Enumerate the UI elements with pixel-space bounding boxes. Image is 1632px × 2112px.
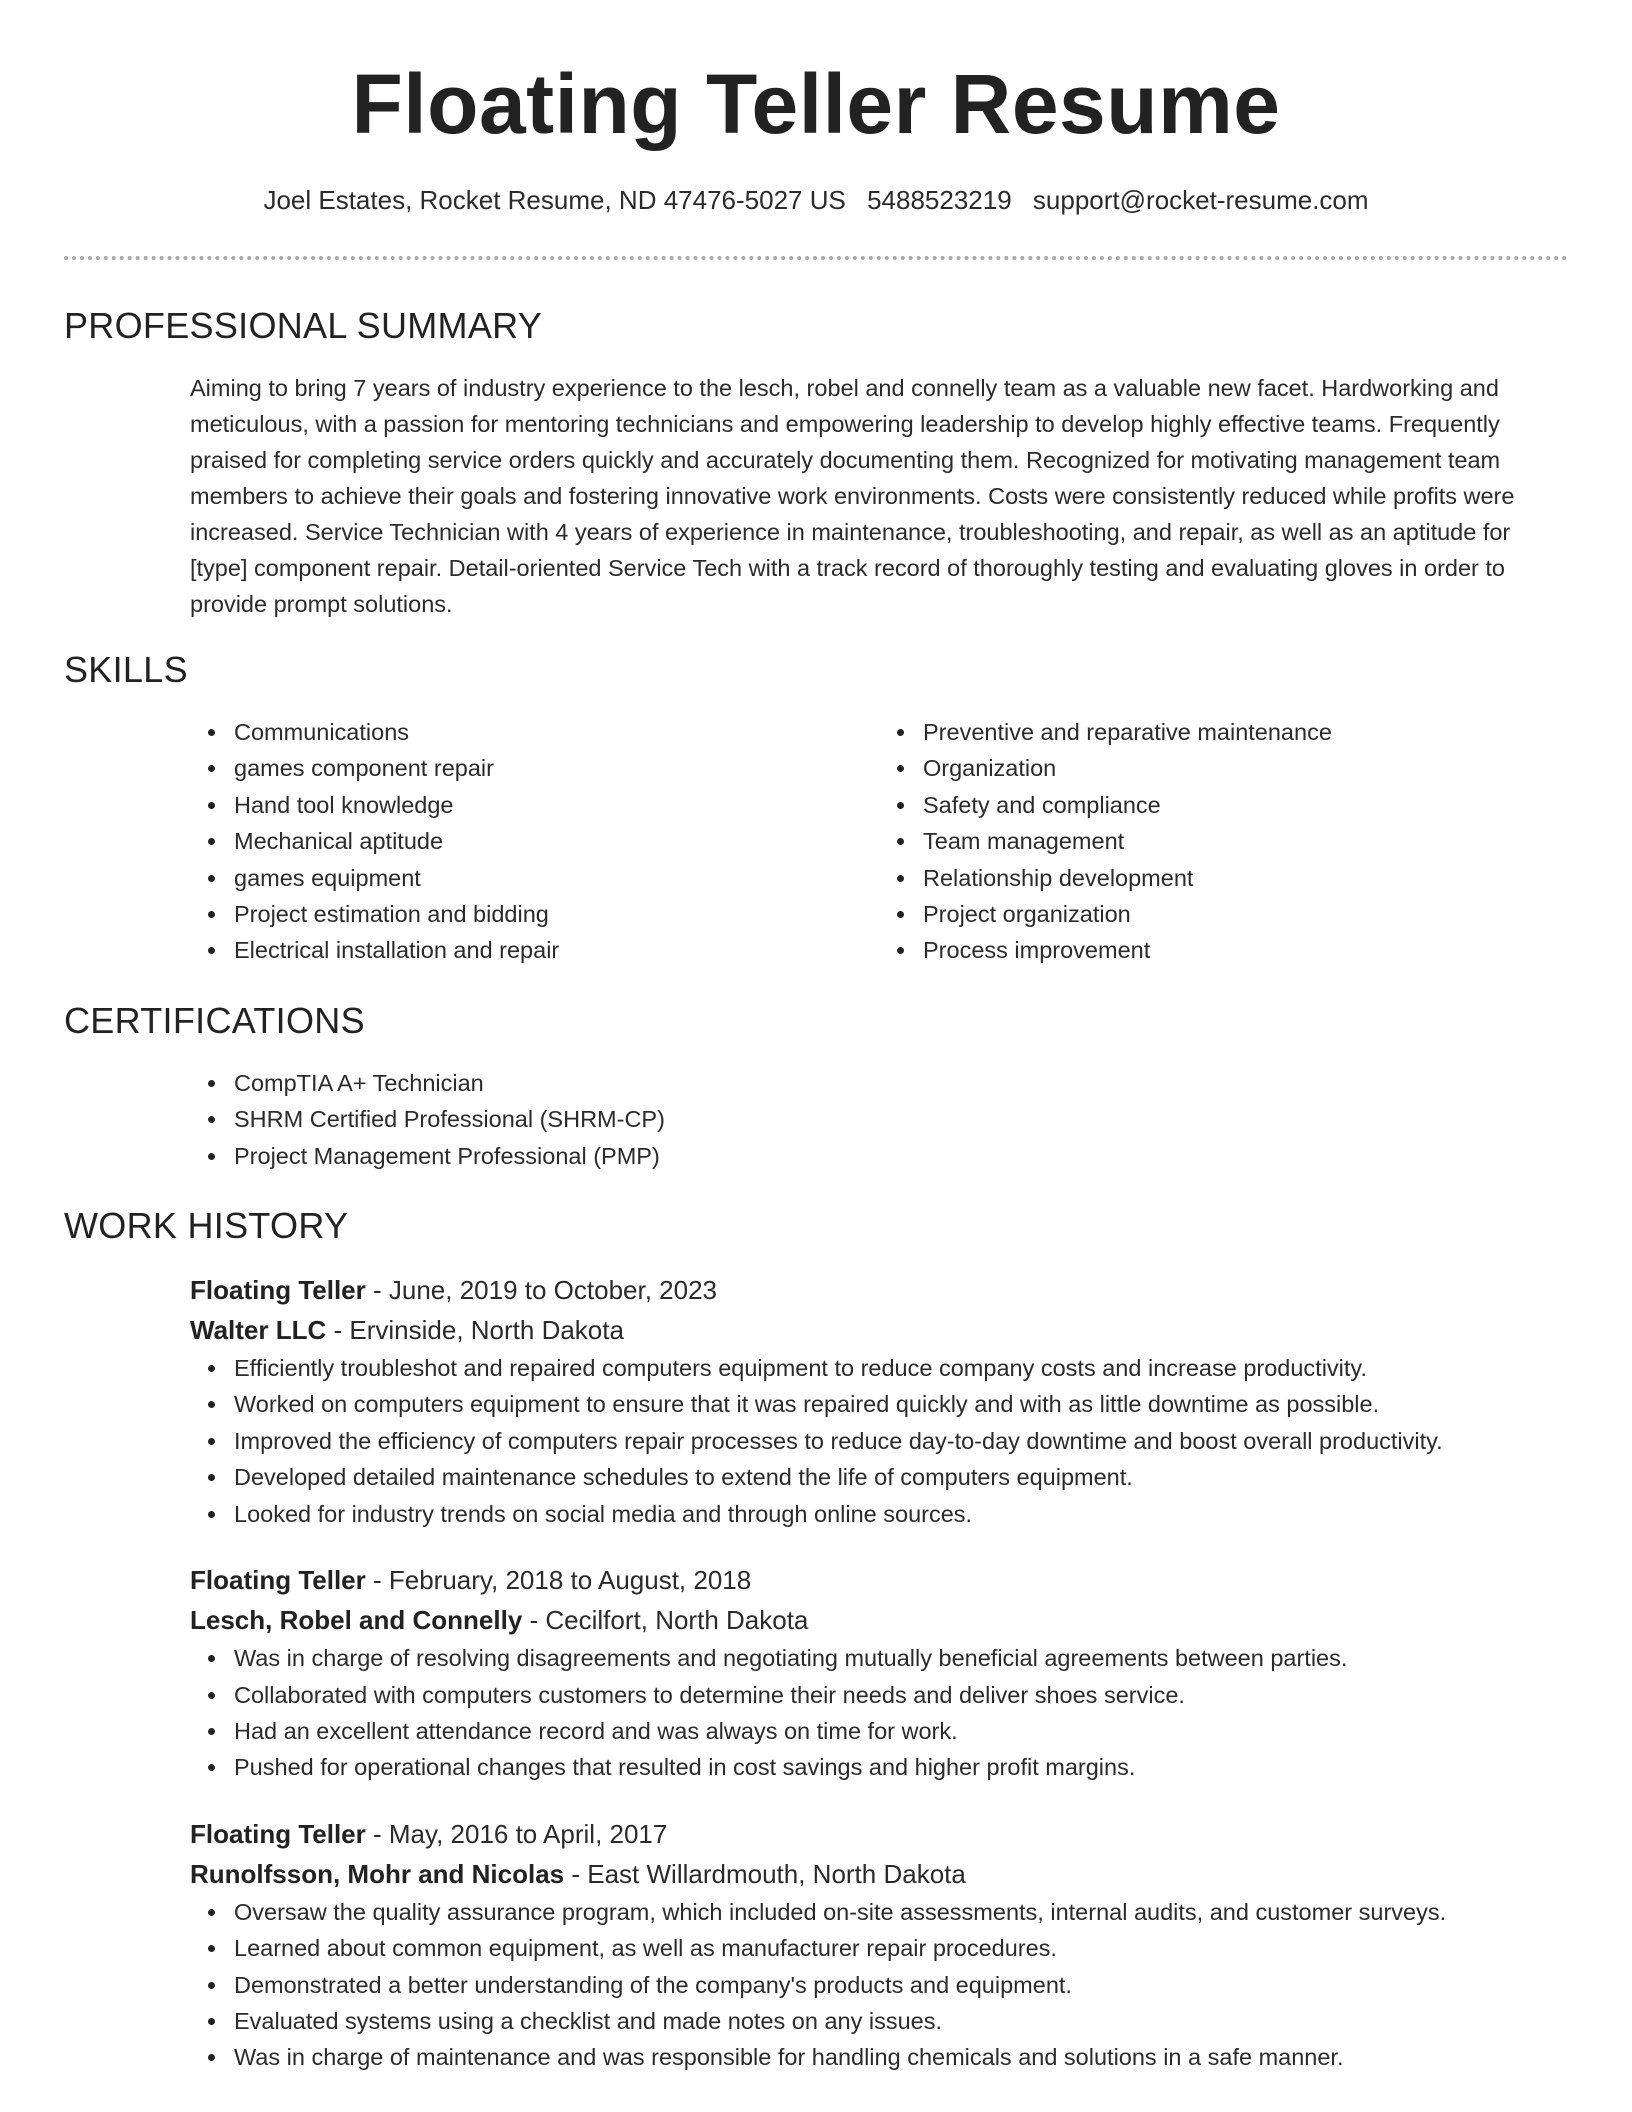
certifications-section [64, 999, 1568, 1174]
certifications-list [190, 1065, 1568, 1174]
certifications-body [190, 1065, 1568, 1174]
job-title-line [190, 1270, 1568, 1310]
certifications-heading: CERTIFICATIONS [64, 999, 365, 1041]
skill-item: Project organization [923, 896, 1568, 932]
header-divider [64, 256, 1568, 260]
job-entry [190, 1560, 1568, 1786]
summary-section [64, 304, 1568, 622]
skill-item: Electrical installation and repair [234, 932, 879, 968]
skills-heading: SKILLS [64, 649, 188, 690]
job-bullet: Worked on computers equipment to ensure that it was repaired quickly and with as little downtime as possible. [234, 1386, 1568, 1422]
skill-item: Team management [923, 823, 1568, 859]
skill-item: games component repair [234, 750, 879, 786]
job-bullet: Collaborated with computers customers to determine their needs and deliver shoes service. [234, 1677, 1568, 1713]
job-bullet: Looked for industry trends on social media and through online sources. [234, 1496, 1568, 1532]
job-dates: - February, 2018 to August, 2018 [373, 1565, 752, 1596]
job-bullet: Developed detailed maintenance schedules to extend the life of computers equipment. [234, 1459, 1568, 1495]
skill-item: Hand tool knowledge [234, 787, 879, 823]
certification-item: SHRM Certified Professional (SHRM-CP) [234, 1101, 1568, 1137]
job-bullets [190, 1350, 1568, 1532]
job-dates: - June, 2019 to October, 2023 [373, 1275, 718, 1306]
certification-item: Project Management Professional (PMP) [234, 1138, 1568, 1174]
job-title: Floating Teller [190, 1275, 366, 1306]
job-bullet: Was in charge of resolving disagreements and negotiating mutually beneficial agreements between parties. [234, 1640, 1568, 1676]
job-company: Lesch, Robel and Connelly [190, 1605, 523, 1636]
contact-email: support@rocket-resume.com [1032, 185, 1369, 215]
skill-item: Preventive and reparative maintenance [923, 714, 1568, 750]
job-bullet: Pushed for operational changes that resulted in cost savings and higher profit margins. [234, 1749, 1568, 1785]
contact-address: Joel Estates, Rocket Resume, ND 47476-5027 US [263, 185, 846, 215]
certification-item: CompTIA A+ Technician [234, 1065, 1568, 1101]
job-location: - East Willardmouth, North Dakota [571, 1858, 966, 1889]
job-bullets [190, 1640, 1568, 1786]
job-title-line [190, 1814, 1568, 1854]
job-bullet: Efficiently troubleshot and repaired computers equipment to reduce company costs and increase productivity. [234, 1350, 1568, 1386]
job-company: Walter LLC [190, 1315, 327, 1346]
job-company: Runolfsson, Mohr and Nicolas [190, 1858, 565, 1889]
contact-line [64, 184, 1568, 216]
job-company-line [190, 1854, 1568, 1894]
job-bullet: Demonstrated a better understanding of the company's products and equipment. [234, 1967, 1568, 2003]
job-dates: - May, 2016 to April, 2017 [373, 1818, 668, 1849]
summary-heading: PROFESSIONAL SUMMARY [64, 305, 543, 346]
job-title: Floating Teller [190, 1818, 366, 1849]
summary-text: Aiming to bring 7 years of industry experience to the lesch, robel and connelly team as a valuable new facet. Hardworking and meticulous, with a passion for mentoring technicians and empowering leadership to develop highly effective teams. Frequently praised for completing service orders quickly and accurately documenting them. Recognized for motivating management team members to achieve their goals and fostering innovative work environments. Costs were consistently reduced while profits were increased. Service Technician with 4 years of experience in maintenance, troubleshooting, and repair, as well as an aptitude for [type] component repair. Detail-oriented Service Tech with a track record of thoroughly testing and evaluating gloves in order to provide prompt solutions. [190, 375, 1515, 617]
skill-item: Relationship development [923, 860, 1568, 896]
job-entry [190, 1270, 1568, 1532]
job-location: - Ervinside, North Dakota [333, 1315, 624, 1346]
page-title: Floating Teller Resume [351, 57, 1281, 151]
job-bullet: Learned about common equipment, as well as manufacturer repair procedures. [234, 1930, 1568, 1966]
job-bullet: Was in charge of maintenance and was responsible for handling chemicals and solutions in a safe manner. [234, 2039, 1568, 2075]
skill-item: Mechanical aptitude [234, 823, 879, 859]
job-bullet: Oversaw the quality assurance program, which included on-site assessments, internal audits, and customer surveys. [234, 1894, 1568, 1930]
skill-item: Process improvement [923, 932, 1568, 968]
job-bullet: Evaluated systems using a checklist and made notes on any issues. [234, 2003, 1568, 2039]
job-title-line [190, 1560, 1568, 1600]
skill-item: Project estimation and bidding [234, 896, 879, 932]
work-history-section [64, 1204, 1568, 2076]
job-entry [190, 1814, 1568, 2076]
job-location: - Cecilfort, North Dakota [529, 1605, 809, 1636]
job-bullets [190, 1894, 1568, 2076]
contact-phone: 5488523219 [867, 185, 1012, 215]
skill-item: Organization [923, 750, 1568, 786]
skills-list-right [879, 714, 1568, 969]
skills-list-left [190, 714, 879, 969]
skill-item: Safety and compliance [923, 787, 1568, 823]
job-bullet: Improved the efficiency of computers repair processes to reduce day-to-day downtime and boost overall productivity. [234, 1423, 1568, 1459]
skill-item: Communications [234, 714, 879, 750]
job-company-line [190, 1600, 1568, 1640]
job-title: Floating Teller [190, 1565, 366, 1596]
skills-grid [190, 714, 1568, 969]
job-bullet: Had an excellent attendance record and was always on time for work. [234, 1713, 1568, 1749]
job-company-line [190, 1310, 1568, 1350]
skills-section [64, 648, 1568, 969]
work-history-heading: WORK HISTORY [64, 1205, 349, 1247]
skill-item: games equipment [234, 860, 879, 896]
